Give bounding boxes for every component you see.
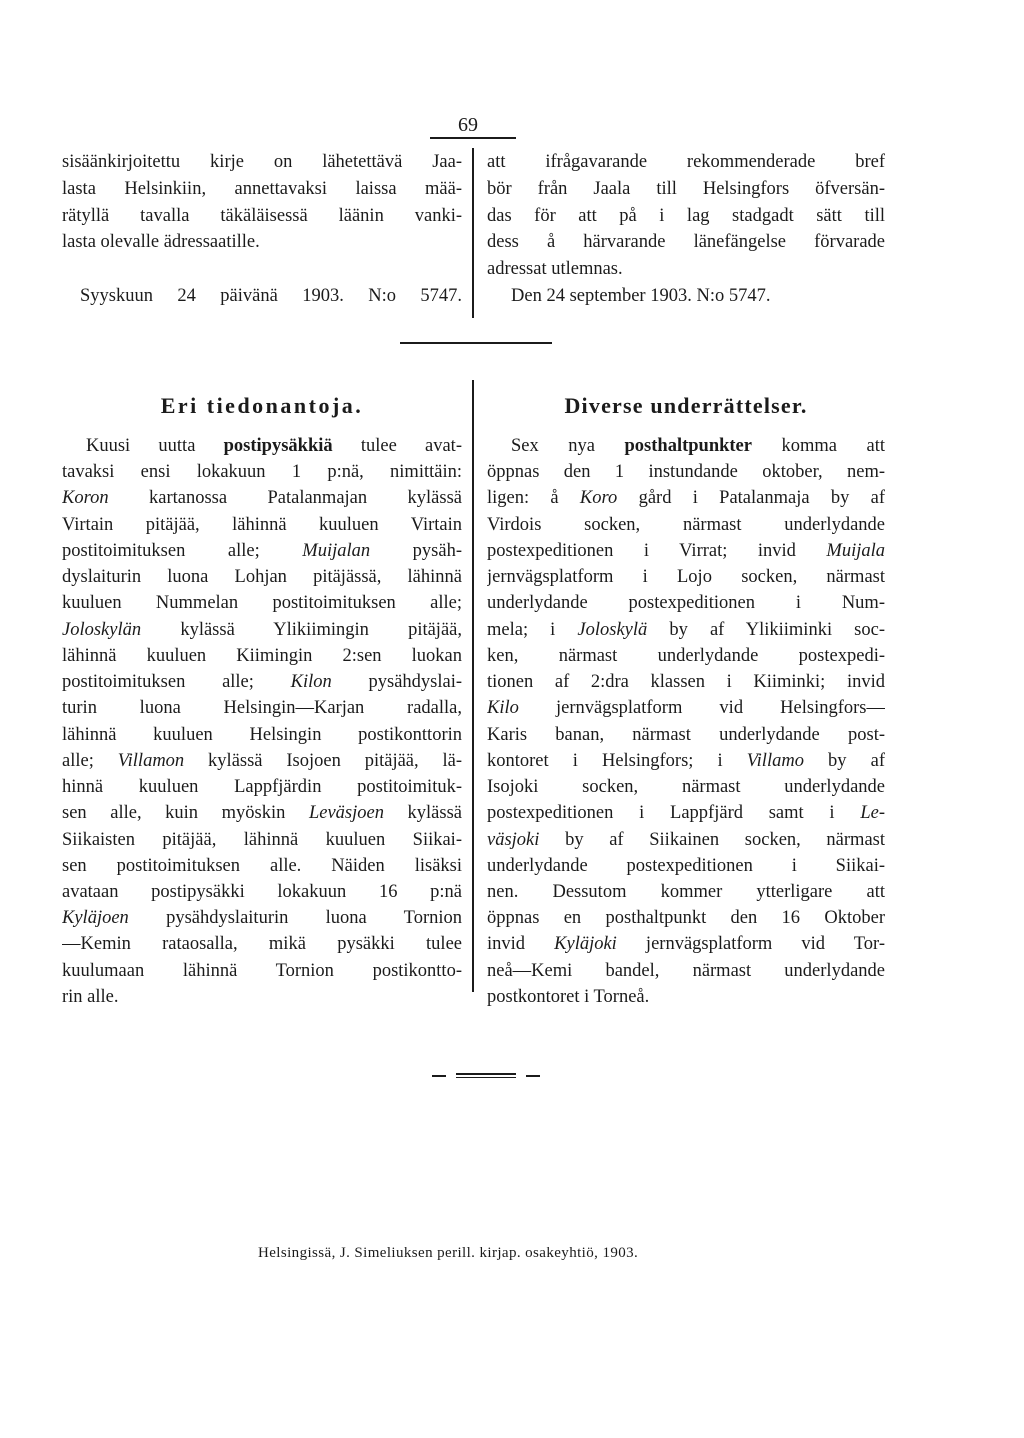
text-run: Karis banan, närmast underlydande post- [487, 724, 885, 745]
italic-place-name: Villamo [746, 750, 804, 771]
text-line [487, 459, 885, 485]
text-line [62, 695, 462, 721]
text-line [62, 984, 462, 1010]
text-line [487, 229, 885, 256]
text-line [62, 669, 462, 695]
italic-place-name: Muijalan [302, 540, 371, 561]
italic-place-name: Kyläjoki [554, 934, 617, 955]
text-run: komma att [751, 436, 885, 456]
text-line [487, 433, 885, 459]
text-run: Isojoki socken, närmast underlydande [487, 777, 885, 798]
italic-place-name: Muijala [826, 540, 885, 561]
italic-place-name: Koron [62, 488, 109, 509]
text-run: öppnas en posthaltpunkt den 16 Oktober [487, 908, 885, 929]
text-line [62, 176, 462, 203]
page-number: 69 [458, 114, 478, 136]
text-line [62, 958, 462, 984]
text-run: das för att på i lag stadgadt sätt till [487, 205, 885, 226]
text-line [62, 800, 462, 826]
text-line [62, 774, 462, 800]
text-run: sen postitoimituksen alle. Näiden lisäksi [62, 855, 462, 876]
text-run: underlydande postexpeditionen i Num- [487, 593, 885, 614]
top-right-date-line: Den 24 september 1903. N:o 5747. [511, 285, 771, 306]
text-run: jernvägsplatform vid Helsingfors— [518, 698, 885, 719]
text-run: postitoimituksen alle; [62, 540, 303, 561]
text-line [62, 564, 462, 590]
text-line [62, 203, 462, 230]
text-run: dess å härvarande länefängelse förvarade [487, 232, 885, 253]
text-line [62, 879, 462, 905]
italic-place-name: Kyläjoen [62, 908, 129, 929]
text-line [487, 748, 885, 774]
text-run: by af [803, 750, 885, 771]
text-line [487, 538, 885, 564]
text-line [487, 512, 885, 538]
text-run: pysähdyslai- [331, 672, 462, 693]
ornament-bar [456, 1073, 516, 1075]
text-run: ken, närmast underlydande postexpedi- [487, 645, 885, 666]
text-run: mela; i [487, 619, 578, 640]
text-line [62, 433, 462, 459]
finnish-notice-paragraph [62, 433, 462, 1010]
text-run: lasta olevalle ädressaatille. [62, 232, 260, 253]
text-line [487, 203, 885, 230]
text-run: postitoimituksen alle; [62, 672, 291, 693]
bold-term: postipysäkkiä [223, 436, 333, 456]
top-left-date-line: Syyskuun 24 päivänä 1903. N:o 5747. [80, 285, 462, 306]
bold-term: posthaltpunkter [624, 436, 752, 456]
text-run: kuuluen Nummelan postitoimituksen alle; [62, 593, 462, 614]
text-run: kylässä Ylikiimingin pitäjää, [141, 619, 462, 640]
printer-imprint: Helsingissä, J. Simeliuksen perill. kirjap. osakeyhtiö, 1903. [258, 1245, 639, 1261]
text-line [487, 669, 885, 695]
text-run: neå—Kemi bandel, närmast underlydande [487, 960, 885, 981]
text-line [487, 176, 885, 203]
italic-place-name: Kilo [487, 698, 519, 719]
text-line [62, 617, 462, 643]
column-divider [472, 148, 474, 318]
text-line [62, 748, 462, 774]
text-line [62, 512, 462, 538]
text-run: gård i Patalanmaja by af [617, 488, 885, 509]
text-line [487, 256, 885, 283]
italic-place-name: Koro [579, 488, 618, 509]
italic-place-name: Leväsjoen [308, 803, 384, 824]
section-separator-rule [400, 342, 552, 344]
text-line [487, 931, 885, 957]
text-run: Virdois socken, närmast underlydande [487, 514, 885, 535]
text-run: avataan postipysäkki lokakuun 16 p:nä [62, 881, 462, 902]
text-line [487, 905, 885, 931]
text-run: tavaksi ensi lokakuun 1 p:nä, nimittäin: [62, 462, 462, 483]
text-run: by af Ylikiiminki soc- [647, 619, 885, 640]
text-line [62, 643, 462, 669]
text-run: kuulumaan lähinnä Tornion postikontto- [62, 960, 462, 981]
text-line [487, 879, 885, 905]
text-line [487, 590, 885, 616]
text-run: Sex nya [511, 436, 625, 456]
italic-place-name: Kilon [290, 672, 332, 693]
text-run: alle; [62, 750, 118, 771]
text-run: invid [487, 934, 555, 955]
text-run: rin alle. [62, 986, 119, 1007]
section-heading-finnish: Eri tiedonantoja. [160, 393, 364, 418]
swedish-notice-paragraph [487, 433, 885, 1010]
text-line [487, 485, 885, 511]
section-heading-swedish: Diverse underrättelser. [564, 393, 808, 418]
text-run: jernvägsplatform vid Tor- [616, 934, 885, 955]
text-line [487, 695, 885, 721]
column-divider [472, 380, 474, 992]
text-run: pysähdyslaiturin luona Tornion [128, 908, 462, 929]
text-run: lähinnä kuuluen Helsingin postikonttorin [62, 724, 462, 745]
text-run: postkontoret i Torneå. [487, 986, 650, 1007]
text-run: Kuusi uutta [86, 436, 224, 456]
text-line [62, 149, 462, 176]
page-number-rule [430, 137, 516, 139]
text-line [62, 590, 462, 616]
text-line [487, 853, 885, 879]
text-run: dyslaiturin luona Lohjan pitäjässä, lähinnä [62, 567, 462, 588]
text-run: bör från Jaala till Helsingfors öfversän- [487, 178, 885, 199]
text-line [487, 722, 885, 748]
text-line [62, 459, 462, 485]
text-run: hinnä kuuluen Lappfjärdin postitoimituk- [62, 777, 462, 798]
text-line [62, 229, 462, 256]
text-run: postexpeditionen i Lappfjärd samt i [487, 803, 861, 824]
text-line [487, 643, 885, 669]
text-run: lasta Helsinkiin, annettavaksi laissa mää- [62, 178, 462, 199]
text-line [487, 149, 885, 176]
text-run: sisäänkirjoitettu kirje on lähetettävä Jaa- [62, 152, 462, 172]
text-run: jernvägsplatform i Lojo socken, närmast [487, 567, 885, 588]
top-left-paragraph [62, 149, 462, 256]
ornament-dash [432, 1075, 446, 1077]
text-line [62, 538, 462, 564]
text-run: by af Siikainen socken, närmast [539, 829, 885, 850]
text-line [487, 774, 885, 800]
text-run: nen. Dessutom kommer ytterligare att [487, 881, 885, 902]
text-line [487, 958, 885, 984]
text-run: postexpeditionen i Virrat; invid [487, 540, 827, 561]
ornament-bar [456, 1077, 516, 1078]
text-line [62, 905, 462, 931]
italic-place-name: Le- [860, 803, 885, 824]
text-run: tionen af 2:dra klassen i Kiiminki; invid [487, 672, 885, 693]
text-line [62, 485, 462, 511]
text-line [487, 564, 885, 590]
text-run: adressat utlemnas. [487, 259, 623, 280]
italic-place-name: Joloskylän [62, 619, 142, 640]
text-run: kylässä [383, 803, 462, 824]
text-run: kylässä Isojoen pitäjää, lä- [184, 750, 462, 771]
italic-place-name: Villamon [117, 750, 185, 771]
text-run: sen alle, kuin myöskin [62, 803, 309, 824]
text-line [487, 617, 885, 643]
text-run: Virtain pitäjää, lähinnä kuuluen Virtain [62, 514, 462, 535]
text-run: öppnas den 1 instundande oktober, nem- [487, 462, 885, 483]
text-run: pysäh- [370, 540, 462, 561]
text-run: —Kemin rataosalla, mikä pysäkki tulee [62, 934, 462, 955]
text-run: lähinnä kuuluen Kiimingin 2:sen luokan [62, 645, 462, 666]
text-run: kartanossa Patalanmajan kylässä [108, 488, 462, 509]
text-line [62, 931, 462, 957]
text-run: att ifrågavarande rekommenderade bref [487, 152, 885, 172]
text-line [62, 722, 462, 748]
top-right-paragraph [487, 149, 885, 283]
text-line [487, 827, 885, 853]
text-run: underlydande postexpeditionen i Siikai- [487, 855, 885, 876]
text-run: tulee avat- [332, 436, 462, 456]
italic-place-name: Joloskylä [577, 619, 648, 640]
text-run: rätyllä tavalla täkäläisessä läänin vanki- [62, 205, 462, 226]
text-run: kontoret i Helsingfors; i [487, 750, 747, 771]
italic-place-name: väsjoki [487, 829, 540, 850]
text-run: Siikaisten pitäjää, lähinnä kuuluen Siikai- [62, 829, 462, 850]
text-line [487, 800, 885, 826]
text-run: ligen: å [487, 488, 580, 509]
text-line [62, 827, 462, 853]
ornament-dash [526, 1075, 540, 1077]
text-line [487, 984, 885, 1010]
text-line [62, 853, 462, 879]
text-run: turin luona Helsingin—Karjan radalla, [62, 698, 462, 719]
